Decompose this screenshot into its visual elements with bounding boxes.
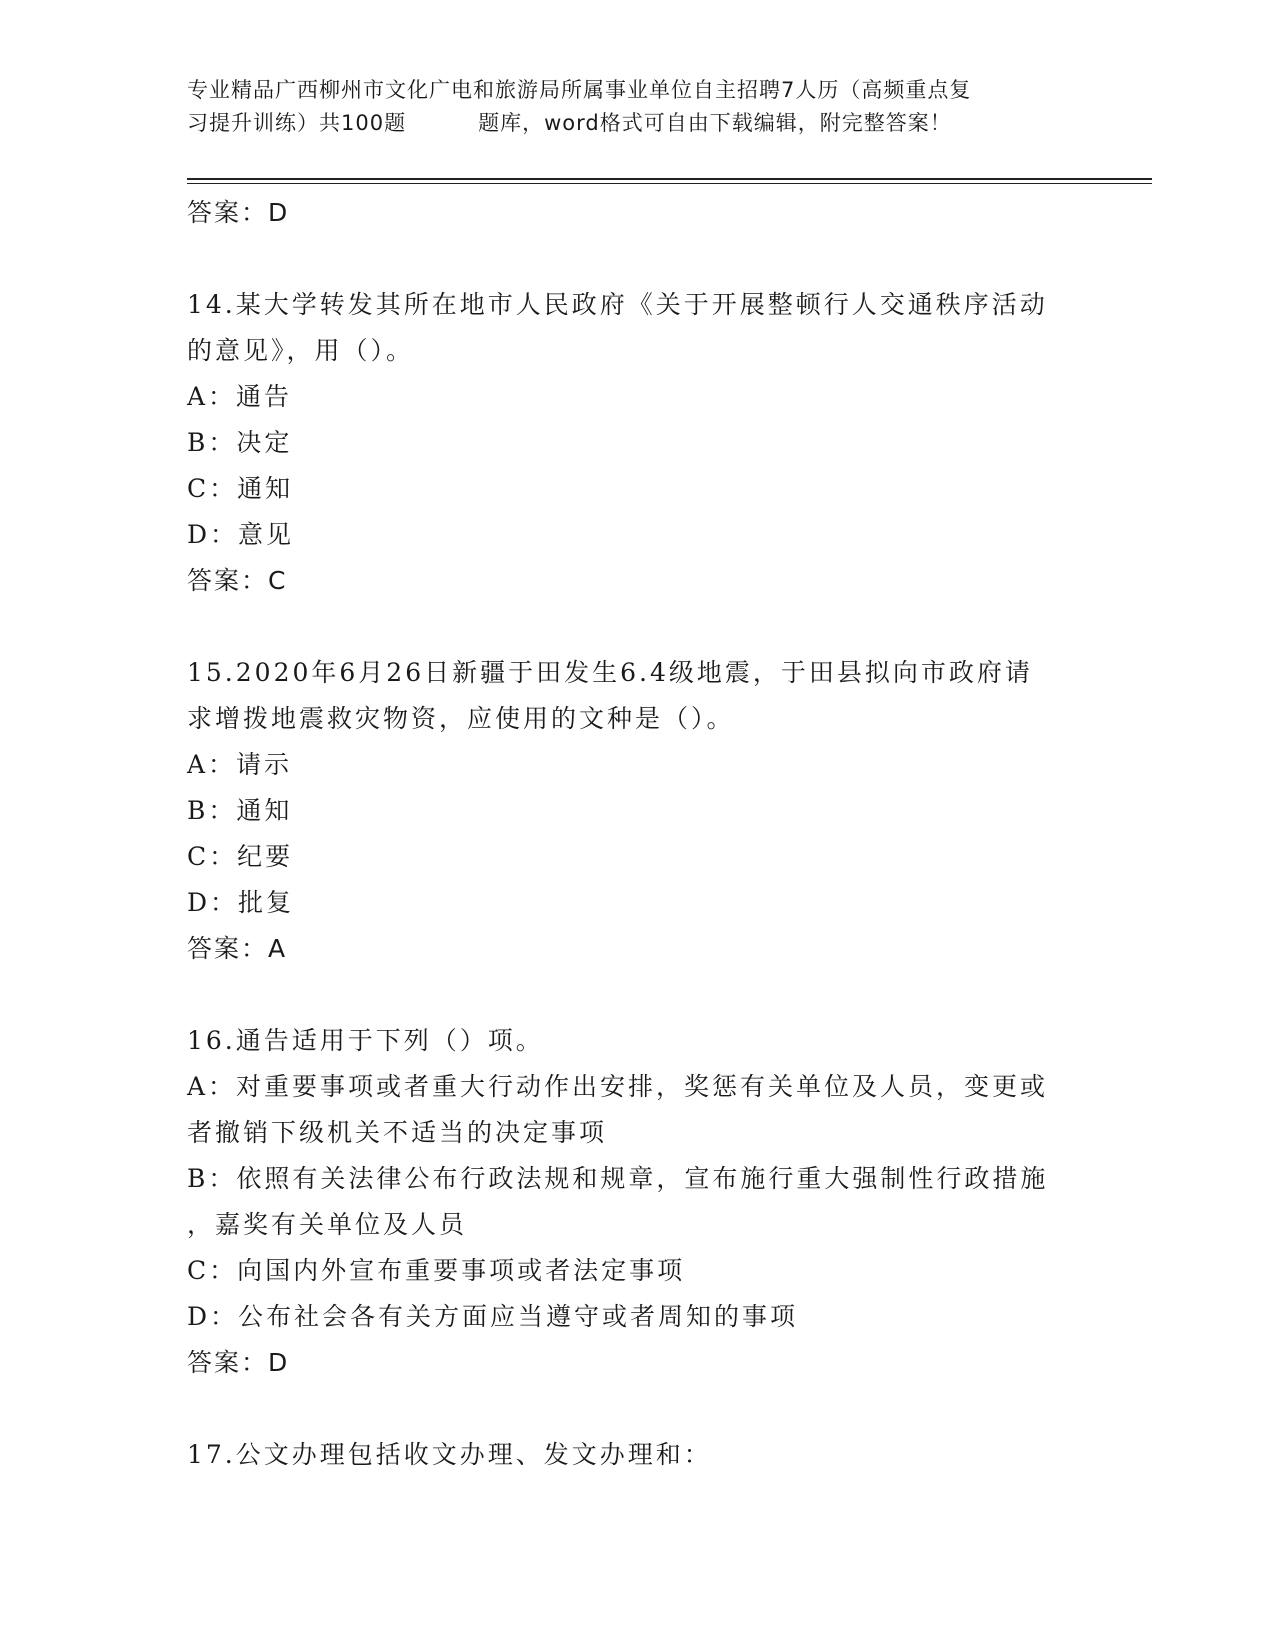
header-line-1: 专业精品广西柳州市文化广电和旅游局所属事业单位自主招聘7人历（高频重点复 [187, 78, 972, 102]
header-line-2-right: 题库，word格式可自由下载编辑，附完整答案！ [478, 111, 952, 135]
option-d: D：公布社会各有关方面应当遵守或者周知的事项 [187, 1302, 799, 1331]
question-15 [187, 650, 1087, 972]
question-text: 16.通告适用于下列（）项。 [187, 1026, 544, 1055]
option-b: B：依照有关法律公布行政法规和规章，宣布施行重大强制性行政措施 [187, 1164, 1049, 1193]
answer: 答案：C [187, 566, 288, 595]
option-a: A：请示 [187, 750, 293, 779]
option-c: C：纪要 [187, 842, 294, 871]
question-14 [187, 282, 1087, 604]
answer: 答案：A [187, 934, 288, 963]
header-rule-thick [187, 178, 1152, 180]
header-rule-thin [187, 183, 1152, 184]
question-text: 17.公文办理包括收文办理、发文办理和： [187, 1440, 712, 1469]
option-d: D：意见 [187, 520, 295, 549]
option-b: B：通知 [187, 796, 293, 825]
question-text: 14.某大学转发其所在地市人民政府《关于开展整顿行人交通秩序活动 [187, 290, 1048, 319]
previous-answer: 答案：D [187, 198, 290, 227]
option-c: C：通知 [187, 474, 294, 503]
option-a-continued: 者撤销下级机关不适当的决定事项 [187, 1118, 608, 1147]
option-a: A：对重要事项或者重大行动作出安排，奖惩有关单位及人员，变更或 [187, 1072, 1049, 1101]
page-header [187, 74, 1087, 140]
question-16 [187, 1018, 1087, 1386]
option-d: D：批复 [187, 888, 295, 917]
header-line-2-left: 习提升训练）共100题 [187, 111, 407, 135]
document-body [187, 190, 1087, 1478]
option-b: B：决定 [187, 428, 293, 457]
option-a: A：通告 [187, 382, 293, 411]
option-b-continued: ，嘉奖有关单位及人员 [187, 1210, 468, 1239]
question-text: 求增拨地震救灾物资，应使用的文种是（）。 [187, 704, 735, 733]
answer: 答案：D [187, 1348, 290, 1377]
question-text: 15.2020年6月26日新疆于田发生6.4级地震，于田县拟向市政府请 [187, 658, 1033, 687]
question-17 [187, 1432, 1087, 1478]
option-c: C：向国内外宣布重要事项或者法定事项 [187, 1256, 686, 1285]
header-line-2 [187, 107, 1087, 140]
question-text: 的意见》，用（）。 [187, 336, 415, 365]
